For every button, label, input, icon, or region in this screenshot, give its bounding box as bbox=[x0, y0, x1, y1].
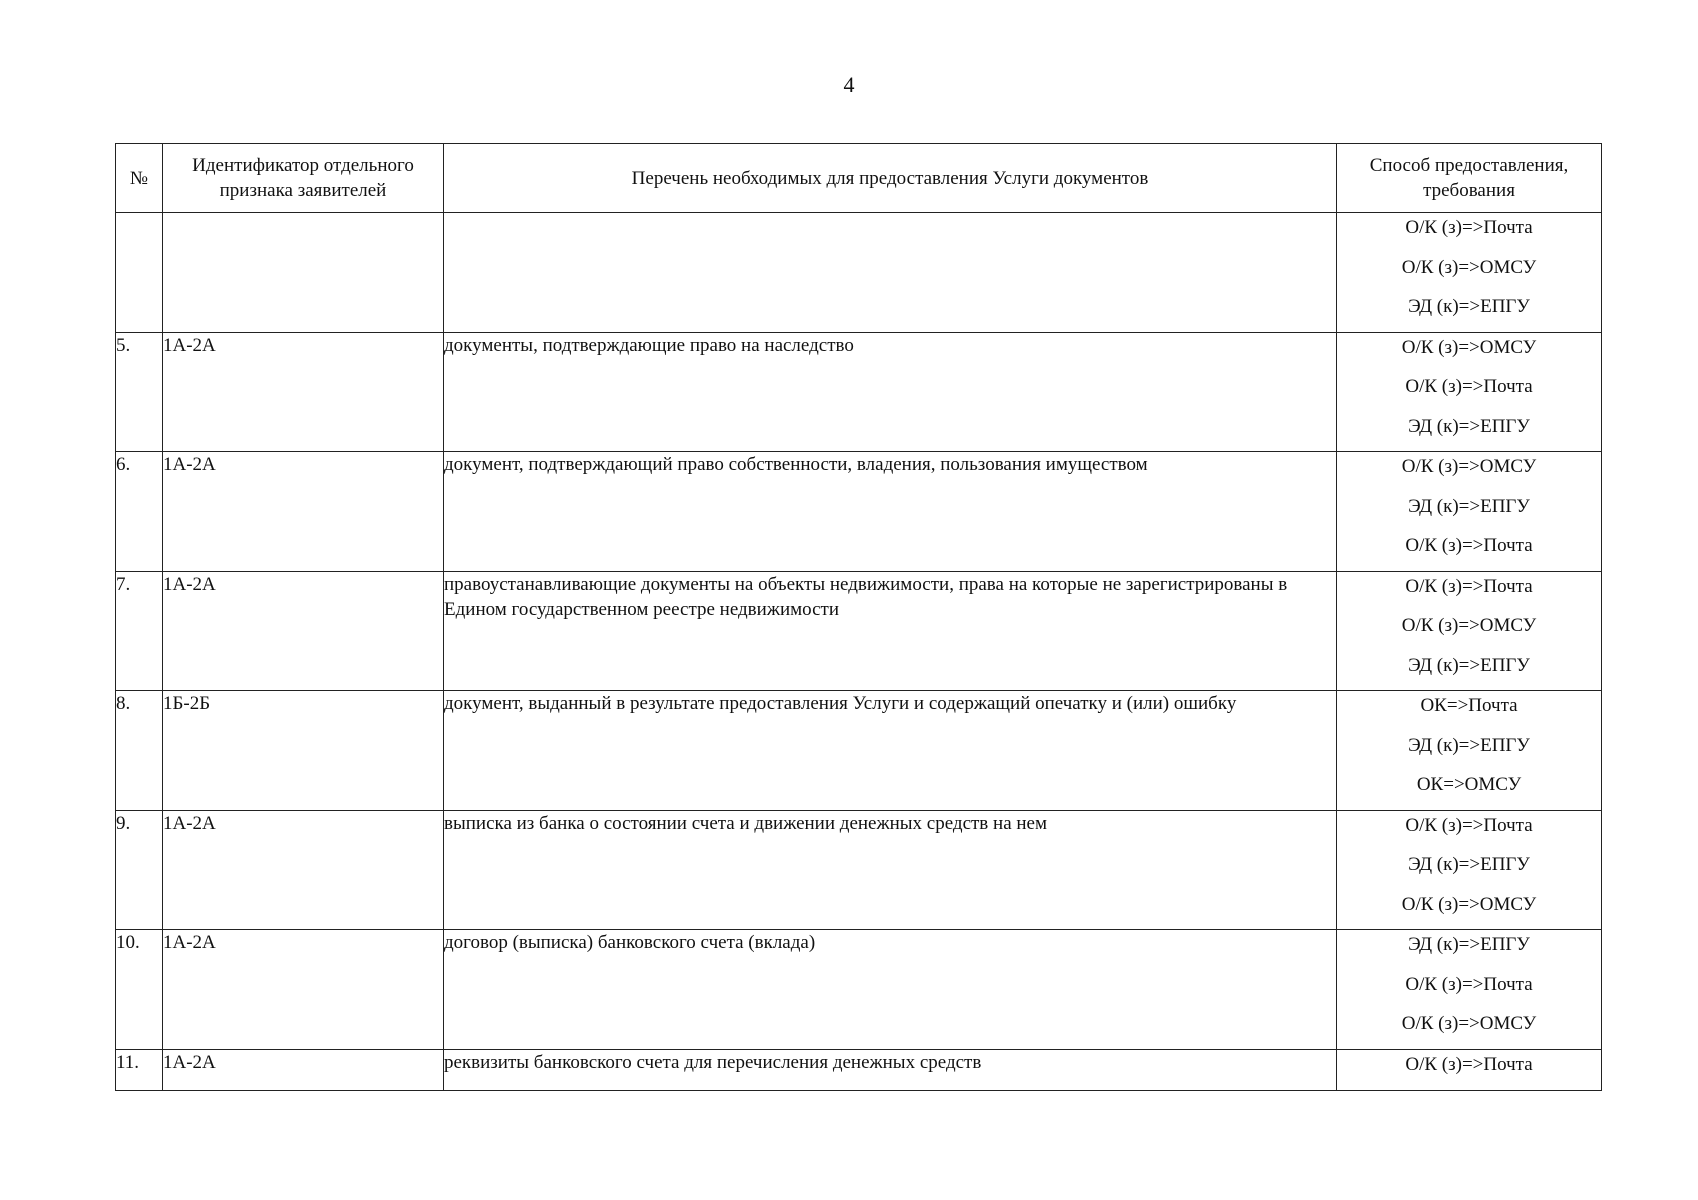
row-number: 7. bbox=[116, 571, 163, 691]
method-line: О/К (з)=>Почта bbox=[1405, 217, 1533, 238]
row-methods bbox=[1337, 571, 1602, 691]
table-row bbox=[116, 452, 1602, 572]
header-method-line2: требования bbox=[1423, 180, 1515, 201]
row-applicant-id: 1А-2А bbox=[163, 332, 444, 452]
row-methods bbox=[1337, 213, 1602, 333]
row-methods bbox=[1337, 452, 1602, 572]
method-line: ЭД (к)=>ЕПГУ bbox=[1408, 415, 1530, 437]
method-line: ОК=>Почта bbox=[1420, 695, 1518, 716]
row-number: 9. bbox=[116, 810, 163, 930]
row-document: реквизиты банковского счета для перечисления денежных средств bbox=[444, 1049, 1337, 1090]
row-methods bbox=[1337, 1049, 1602, 1090]
row-document: документ, выданный в результате предоставления Услуги и содержащий опечатку и (или) ошибку bbox=[444, 691, 1337, 811]
table-row bbox=[116, 571, 1602, 691]
row-number bbox=[116, 213, 163, 333]
row-applicant-id: 1Б-2Б bbox=[163, 691, 444, 811]
table-row bbox=[116, 930, 1602, 1050]
documents-table bbox=[115, 143, 1602, 1091]
row-document: документы, подтверждающие право на наследство bbox=[444, 332, 1337, 452]
row-number: 11. bbox=[116, 1049, 163, 1090]
table-header-row bbox=[116, 144, 1602, 213]
row-applicant-id: 1А-2А bbox=[163, 930, 444, 1050]
row-applicant-id: 1А-2А bbox=[163, 810, 444, 930]
method-line: О/К (з)=>ОМСУ bbox=[1401, 256, 1537, 278]
method-line: О/К (з)=>Почта bbox=[1405, 575, 1533, 597]
header-applicant-id-line1: Идентификатор отдельного bbox=[192, 155, 414, 176]
method-line: О/К (з)=>ОМСУ bbox=[1401, 456, 1537, 477]
table-row bbox=[116, 810, 1602, 930]
row-number: 8. bbox=[116, 691, 163, 811]
table-row bbox=[116, 1049, 1602, 1090]
row-methods bbox=[1337, 930, 1602, 1050]
method-line: ЭД (к)=>ЕПГУ bbox=[1408, 734, 1530, 756]
method-line: ЭД (к)=>ЕПГУ bbox=[1408, 654, 1530, 676]
method-line: О/К (з)=>ОМСУ bbox=[1401, 615, 1537, 636]
header-applicant-id bbox=[163, 144, 444, 213]
row-applicant-id bbox=[163, 213, 444, 333]
row-document: документ, подтверждающий право собственности, владения, пользования имуществом bbox=[444, 452, 1337, 572]
row-applicant-id: 1А-2А bbox=[163, 571, 444, 691]
row-applicant-id: 1А-2А bbox=[163, 452, 444, 572]
method-line: ЭД (к)=>ЕПГУ bbox=[1408, 495, 1530, 517]
row-number: 10. bbox=[116, 930, 163, 1050]
method-line: О/К (з)=>Почта bbox=[1405, 973, 1533, 995]
row-number: 6. bbox=[116, 452, 163, 572]
method-line: О/К (з)=>ОМСУ bbox=[1401, 1013, 1537, 1034]
row-document: договор (выписка) банковского счета (вклада) bbox=[444, 930, 1337, 1050]
header-applicant-id-line2: признака заявителей bbox=[219, 180, 387, 201]
row-applicant-id: 1А-2А bbox=[163, 1049, 444, 1090]
row-methods bbox=[1337, 332, 1602, 452]
method-line: О/К (з)=>ОМСУ bbox=[1401, 336, 1537, 358]
row-number: 5. bbox=[116, 332, 163, 452]
row-document: выписка из банка о состоянии счета и движении денежных средств на нем bbox=[444, 810, 1337, 930]
method-line: О/К (з)=>Почта bbox=[1405, 814, 1533, 836]
table-row bbox=[116, 332, 1602, 452]
row-document bbox=[444, 213, 1337, 333]
row-methods bbox=[1337, 691, 1602, 811]
header-method bbox=[1337, 144, 1602, 213]
header-method-line1: Способ предоставления, bbox=[1369, 155, 1569, 176]
header-num: № bbox=[116, 144, 163, 213]
method-line: ЭД (к)=>ЕПГУ bbox=[1408, 296, 1530, 317]
table-row bbox=[116, 691, 1602, 811]
row-methods bbox=[1337, 810, 1602, 930]
method-line: ЭД (к)=>ЕПГУ bbox=[1408, 934, 1530, 955]
method-line: ОК=>ОМСУ bbox=[1416, 774, 1522, 795]
table-row bbox=[116, 213, 1602, 333]
method-line: О/К (з)=>Почта bbox=[1405, 1053, 1533, 1075]
page-number: 4 bbox=[843, 72, 855, 97]
method-line: О/К (з)=>Почта bbox=[1405, 535, 1533, 556]
method-line: О/К (з)=>Почта bbox=[1405, 376, 1533, 397]
method-line: ЭД (к)=>ЕПГУ bbox=[1408, 854, 1530, 875]
header-documents: Перечень необходимых для предоставления Услуги документов bbox=[444, 144, 1337, 213]
row-document: правоустанавливающие документы на объекты недвижимости, права на которые не зарегистрированы в Едином государственном реестре недвижимости bbox=[444, 571, 1337, 691]
method-line: О/К (з)=>ОМСУ bbox=[1401, 893, 1537, 915]
